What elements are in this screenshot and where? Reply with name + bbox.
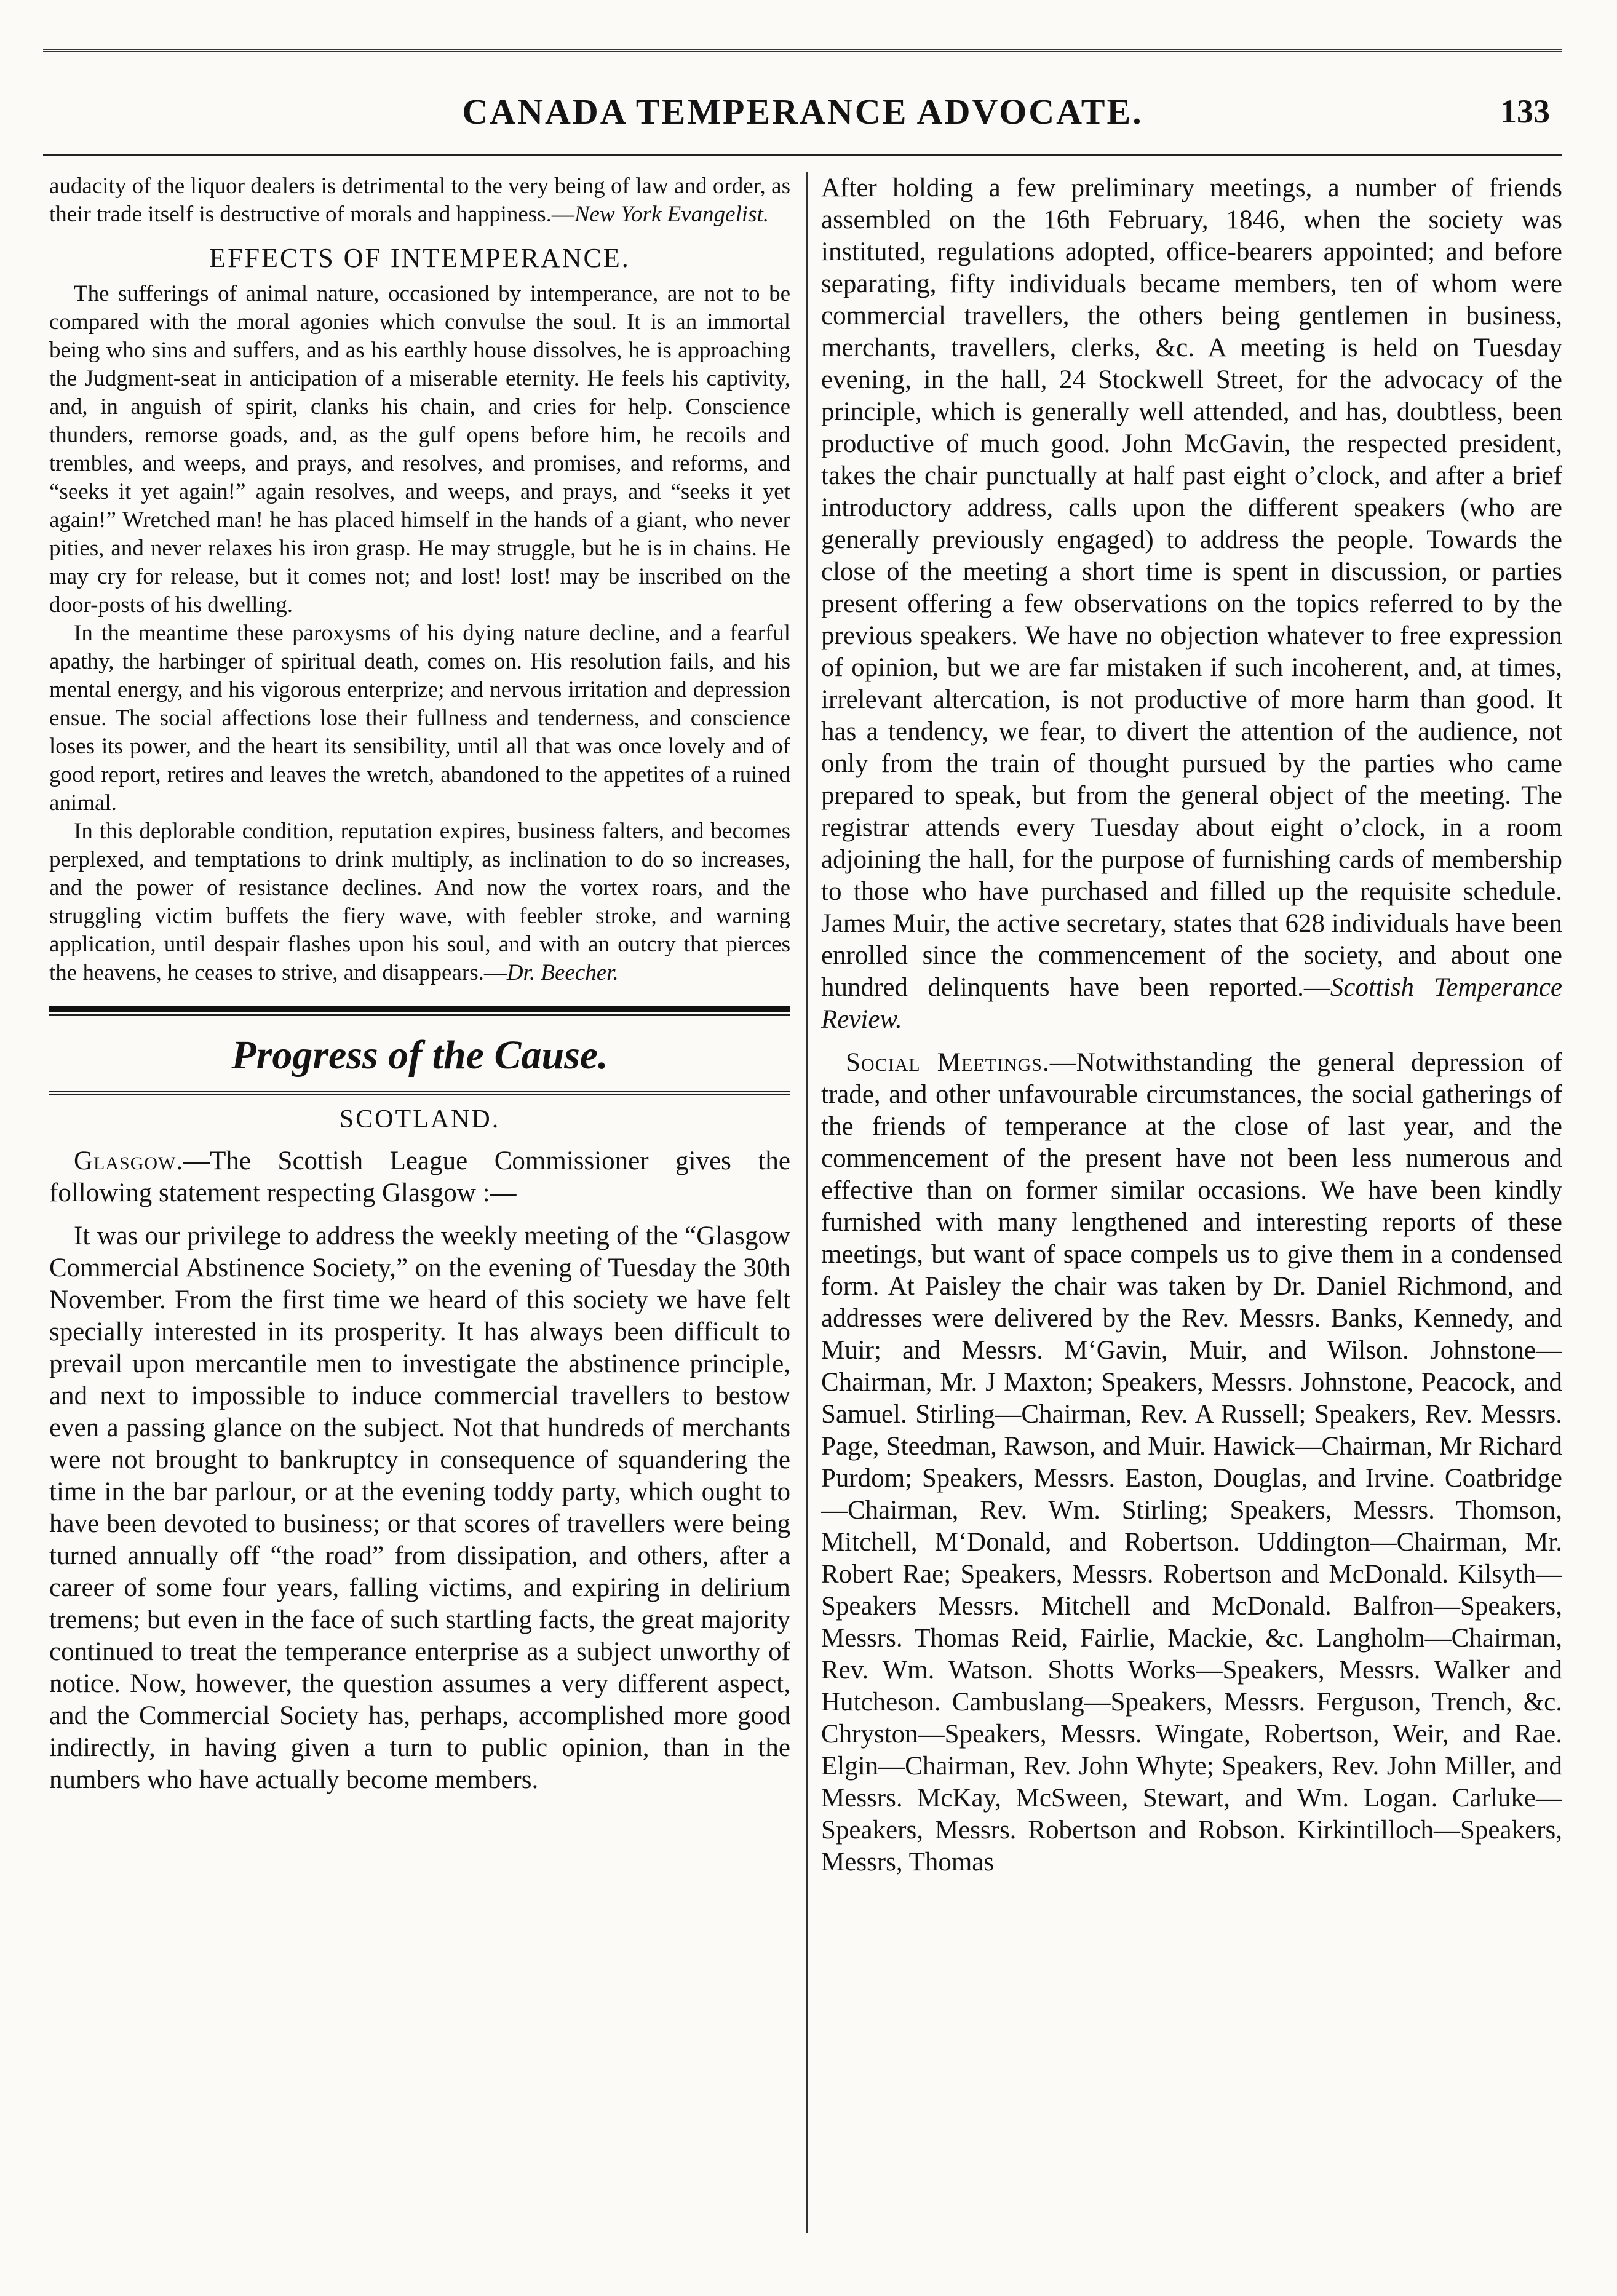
glasgow-intro: [49, 1145, 790, 1209]
effects-heading: EFFECTS OF INTEMPERANCE.: [209, 243, 630, 273]
section-rule-double: [49, 1091, 790, 1095]
publication-title: CANADA TEMPERANCE ADVOCATE.: [462, 92, 1143, 132]
left-column: [49, 172, 790, 2233]
column-divider: [806, 172, 808, 2233]
opening-text: audacity of the liquor dealers is detrimental to the very being of law and order, as their trade itself is destructive of morals and happiness.—: [49, 173, 790, 227]
running-head: [43, 86, 1562, 156]
effects-paragraph-1: The sufferings of animal nature, occasioned by intemperance, are not to be compared with the moral agonies which convulse the soul. It is an immortal being who sins and suffers, and as his earthly house dissolves, he is approaching the Judgment-seat in anticipation of a miserable eternity. He feels his captivity, and, in anguish of spirit, clanks his chain, and cries for help. Conscience thunders, remorse goads, and, as the gulf opens before him, he recoils and trembles, and weeps, and prays, and resolves, and promises, and reforms, and “seeks it yet again!” again resolves, and weeps, and prays, and “seeks it yet again!” Wretched man! he has placed himself in the hands of a giant, who never pities, and never relaxes his iron grasp. He may struggle, but he is in chains. He may cry for release, but it comes not; and lost! lost! may be inscribed on the door-posts of his dwelling.: [49, 281, 790, 618]
newspaper-page: [43, 49, 1562, 2257]
continued-text: After holding a few preliminary meetings, a number of friends assembled on the 16th February, 1846, when the society was instituted, regulations adopted, office-bearers appointed; and before separating, fifty individuals became members, ten of whom were commercial travellers, the others being gentlemen in business, merchants, travellers, clerks, &c. A meeting is held on Tuesday evening, in the hall, 24 Stockwell Street, for the advocacy of the principle, which is generally well attended, and has, doubtless, been productive of much good. John McGavin, the respected president, takes the chair punctually at half past eight o’clock, and after a brief introductory address, calls upon the different speakers (who are generally previously engaged) to address the people. Towards the close of the meeting a short time is spent in discussion, or parties present offering a few observations on the topics referred to by the previous speakers. We have no objection whatever to free expression of opinion, but we are far mistaken if such incoherent, and, at times, irrelevant altercation, is not productive of more harm than good. It has a tendency, we fear, to divert the attention of the audience, not only from the train of thought pursued by the parties who came prepared to speak, but from the general object of the meeting. The registrar attends every Tuesday about eight o’clock, in a room adjoining the hall, for the purpose of furnishing cards of membership to those who have purchased and filled up the requisite schedule. James Muir, the active secretary, states that 628 individuals have been enrolled since the commencement of the society, and about one hundred delinquents have been reported.—: [821, 173, 1562, 1002]
scotland-heading: SCOTLAND.: [339, 1105, 501, 1134]
continued-source: Scottish Temperance Review.: [821, 973, 1562, 1034]
bottom-border-rule: [43, 2255, 1562, 2257]
glasgow-intro-text: —The Scottish League Commissioner gives the following statement respecting Glasgow :—: [49, 1146, 790, 1207]
social-meetings-lead: Social Meetings.: [846, 1048, 1050, 1077]
effects-source: Dr. Beecher.: [506, 960, 619, 985]
social-meetings-text: —Notwithstanding the general depression of trade, and other unfavourable circumstances, the social gatherings of the friends of temperance at the close of last year, and the commencement of the present have not been less numerous and effective than on former similar occasions. We have been kindly furnished with many lengthened and interesting reports of these meetings, but want of space compels us to give them in a condensed form. At Paisley the chair was taken by Dr. Daniel Richmond, and addresses were delivered by the Rev. Messrs. Banks, Kennedy, and Muir; and Messrs. M‘Gavin, Muir, and Wilson. Johnstone—Chairman, Mr. J Maxton; Speakers, Messrs. Johnstone, Peacock, and Samuel. Stirling—Chairman, Rev. A Russell; Speakers, Rev. Messrs. Page, Steedman, Rawson, and Muir. Hawick—Chairman, Mr Richard Purdom; Speakers, Messrs. Easton, Douglas, and Irvine. Coatbridge—Chairman, Rev. Wm. Stirling; Speakers, Messrs. Thomson, Mitchell, M‘Donald, and Robertson. Uddington—Chairman, Mr. Robert Rae; Speakers, Messrs. Robertson and McDonald. Kilsyth—Speakers Messrs. Mitchell and McDonald. Balfron—Speakers, Messrs. Thomas Reid, Fairlie, Mackie, &c. Langholm—Chairman, Rev. Wm. Watson. Shotts Works—Speakers, Messrs. Walker and Hutcheson. Cambuslang—Speakers, Messrs. Ferguson, Trench, &c. Chryston—Speakers, Messrs. Wingate, Robertson, Weir, and Rae. Elgin—Chairman, Rev. John Whyte; Speakers, Rev. John Miller, and Messrs. McKay, McSween, Stewart, and Wm. Logan. Carluke—Speakers, Messrs. Robertson and Robson. Kirkintilloch—Speakers, Messrs, Thomas: [821, 1048, 1562, 1877]
social-meetings-paragraph: [821, 1047, 1562, 1878]
progress-heading: Progress of the Cause.: [231, 1033, 608, 1078]
glasgow-lead: Glasgow.: [74, 1146, 184, 1175]
section-rule-thick: [49, 1006, 790, 1012]
effects-paragraph-3: [49, 817, 790, 987]
continued-paragraph: [821, 172, 1562, 1036]
effects-paragraph-2: In the meantime these paroxysms of his dying nature decline, and a fearful apathy, the harbinger of spiritual death, comes on. His resolution fails, and his mental energy, and his vigorous enterprize; and nervous irritation and depression ensue. The social affections lose their fullness and tenderness, and conscience loses its power, and the heart its sensibility, until all that was once lovely and of good report, retires and leaves the wretch, abandoned to the appetites of a ruined animal.: [49, 621, 790, 816]
opening-source: New York Evangelist.: [574, 202, 769, 227]
spacer: [821, 1036, 1562, 1047]
right-column: [821, 172, 1562, 2233]
page-number: 133: [1500, 93, 1550, 130]
section-rule-thin: [49, 1014, 790, 1016]
effects-paragraph-3-text: In this deplorable condition, reputation expires, business falters, and becomes perplexed, and temptations to drink multiply, as inclination to do so increases, and the power of resistance declines. And now the vortex roars, and the struggling victim buffets the fiery wave, with feebler stroke, and warning application, until despair flashes upon his soul, and with an outcry that pierces the heavens, he ceases to strive, and disappears.—: [49, 819, 790, 985]
spacer: [49, 1209, 790, 1220]
glasgow-paragraph: It was our privilege to address the weekly meeting of the “Glasgow Commercial Abstinence Society,” on the evening of Tuesday the 30th November. From the first time we heard of this society we have felt specially interested in its prosperity. It has always been difficult to prevail upon mercantile men to investigate the abstinence principle, and next to impossible to induce commercial travellers to bestow even a passing glance on the subject. Not that hundreds of merchants were not brought to bankruptcy in consequence of squandering the time in the bar parlour, or at the evening toddy party, which ought to have been devoted to business; or that scores of travellers were being turned annually off “the road” from dissipation, and others, after a career of some four years, falling victims, and expiring in delirium tremens; but even in the face of such startling facts, the great majority continued to treat the temperance enterprise as a subject unworthy of notice. Now, however, the question assumes a very different aspect, and the Commercial Society has, perhaps, accomplished more good indirectly, in having given a turn to public opinion, than in the numbers who have actually become members.: [49, 1221, 790, 1794]
top-border-rule: [43, 49, 1562, 52]
opening-paragraph: [49, 172, 790, 229]
